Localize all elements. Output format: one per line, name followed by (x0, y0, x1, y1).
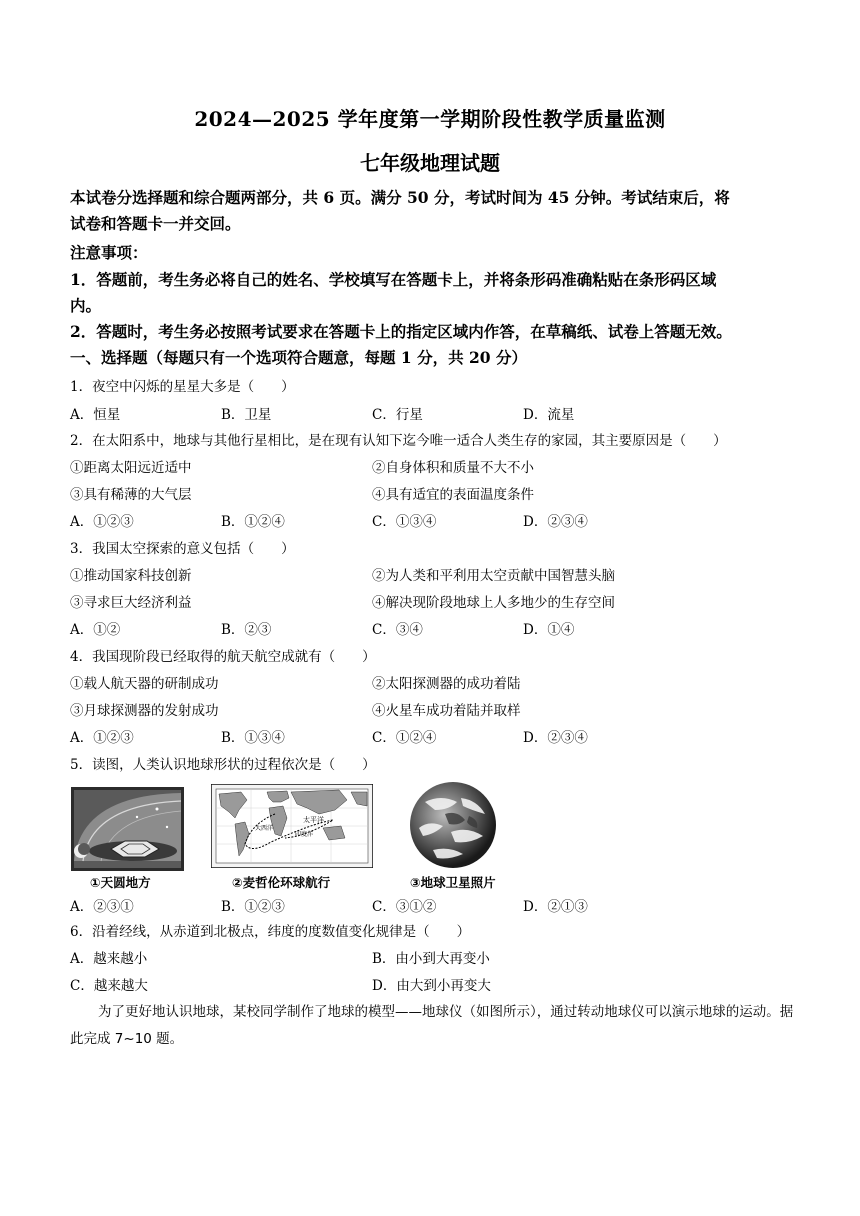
q3-option-b[interactable]: B．②③ (221, 622, 272, 638)
q2-stem: 2．在太阳系中，地球与其他行星相比，是在现有认知下迄今唯一适合人类生存的家园，其主要原因是（ ） (70, 433, 727, 449)
q1-option-b[interactable]: B．卫星 (221, 407, 272, 423)
q5-option-c[interactable]: C．③①② (372, 899, 437, 915)
q1-option-a[interactable]: A．恒星 (70, 407, 121, 423)
sky-round-earth-square-image (71, 787, 184, 871)
notice-title: 注意事项： (70, 243, 148, 262)
q3-statement-2: ②为人类和平利用太空贡献中国智慧头脑 (372, 568, 615, 584)
q2-option-b[interactable]: B．①②④ (221, 514, 285, 530)
q3-statement-4: ④解决现阶段地球上人多地少的生存空间 (372, 595, 615, 611)
q1-option-c[interactable]: C．行星 (372, 407, 423, 423)
q1-stem: 1．夜空中闪烁的星星大多是（ ） (70, 379, 295, 395)
notice-2: 2．答题时，考生务必按照考试要求在答题卡上的指定区域内作答，在草稿纸、试卷上答题无效。 (70, 322, 732, 341)
q4-option-d[interactable]: D．②③④ (523, 730, 588, 746)
section-heading: 一、选择题（每题只有一个选项符合题意，每题 1 分，共 20 分） (70, 348, 527, 367)
map-label-atlantic: 大西洋 (255, 825, 274, 832)
q2-statement-2: ②自身体积和质量不大不小 (372, 460, 534, 476)
q4-statement-1: ①载人航天器的研制成功 (70, 676, 219, 692)
q3-option-a[interactable]: A．①② (70, 622, 121, 638)
q2-statement-4: ④具有适宜的表面温度条件 (372, 487, 534, 503)
q6-option-d[interactable]: D．由大到小再变大 (372, 978, 491, 994)
q3-stem: 3．我国太空探索的意义包括（ ） (70, 541, 295, 557)
q4-stem: 4．我国现阶段已经取得的航天航空成就有（ ） (70, 649, 376, 665)
q4-statement-2: ②太阳探测器的成功着陆 (372, 676, 521, 692)
q3-option-c[interactable]: C．③④ (372, 622, 423, 638)
map-label-pacific: 太平洋 (303, 816, 324, 824)
q5-option-a[interactable]: A．②③① (70, 899, 134, 915)
exam-title: 2024—2025 学年度第一学期阶段性教学质量监测 (194, 107, 666, 131)
q3-option-d[interactable]: D．①④ (523, 622, 575, 638)
exam-subtitle: 七年级地理试题 (360, 151, 500, 175)
q4-statement-4: ④火星车成功着陆并取样 (372, 703, 521, 719)
q3-statement-1: ①推动国家科技创新 (70, 568, 192, 584)
q3-statement-3: ③寻求巨大经济利益 (70, 595, 192, 611)
q6-stem: 6．沿着经线，从赤道到北极点，纬度的度数值变化规律是（ ） (70, 924, 471, 940)
q1-option-d[interactable]: D．流星 (523, 407, 575, 423)
intro-line-1: 本试卷分选择题和综合题两部分，共 6 页。满分 50 分，考试时间为 45 分钟。考试结束后，将 (70, 188, 730, 207)
q4-option-a[interactable]: A．①②③ (70, 730, 134, 746)
q4-statement-3: ③月球探测器的发射成功 (70, 703, 219, 719)
q6-option-c[interactable]: C．越来越大 (70, 978, 148, 994)
q5-stem: 5．读图，人类认识地球形状的过程依次是（ ） (70, 757, 376, 773)
q2-statement-1: ①距离太阳远近适中 (70, 460, 192, 476)
figure-caption-3: ③地球卫星照片 (410, 875, 496, 890)
q6-option-b[interactable]: B．由小到大再变小 (372, 951, 490, 967)
q2-option-d[interactable]: D．②③④ (523, 514, 588, 530)
q5-option-b[interactable]: B．①②③ (221, 899, 285, 915)
q2-statement-3: ③具有稀薄的大气层 (70, 487, 192, 503)
passage-7-10: 为了更好地认识地球，某校同学制作了地球的模型——地球仪（如图所示），通过转动地球仪可以演示地球的运动。据此完成 7~10 题。 (70, 1004, 794, 1047)
notice-1b: 内。 (70, 296, 102, 315)
figure-caption-1: ①天圆地方 (90, 875, 151, 890)
notice-1a: 1．答题前，考生务必将自己的姓名、学校填写在答题卡上，并将条形码准确粘贴在条形码区域 (70, 270, 717, 289)
magellan-route-map (211, 784, 373, 868)
earth-satellite-photo (405, 780, 501, 870)
q2-option-c[interactable]: C．①③④ (372, 514, 437, 530)
q5-option-d[interactable]: D．②①③ (523, 899, 588, 915)
q4-option-b[interactable]: B．①③④ (221, 730, 285, 746)
map-label-indian: 印度洋 (295, 831, 314, 838)
q2-option-a[interactable]: A．①②③ (70, 514, 134, 530)
q4-option-c[interactable]: C．①②④ (372, 730, 437, 746)
q6-option-a[interactable]: A．越来越小 (70, 951, 148, 967)
intro-line-2: 试卷和答题卡一并交回。 (70, 214, 241, 233)
figure-caption-2: ②麦哲伦环球航行 (232, 875, 331, 890)
